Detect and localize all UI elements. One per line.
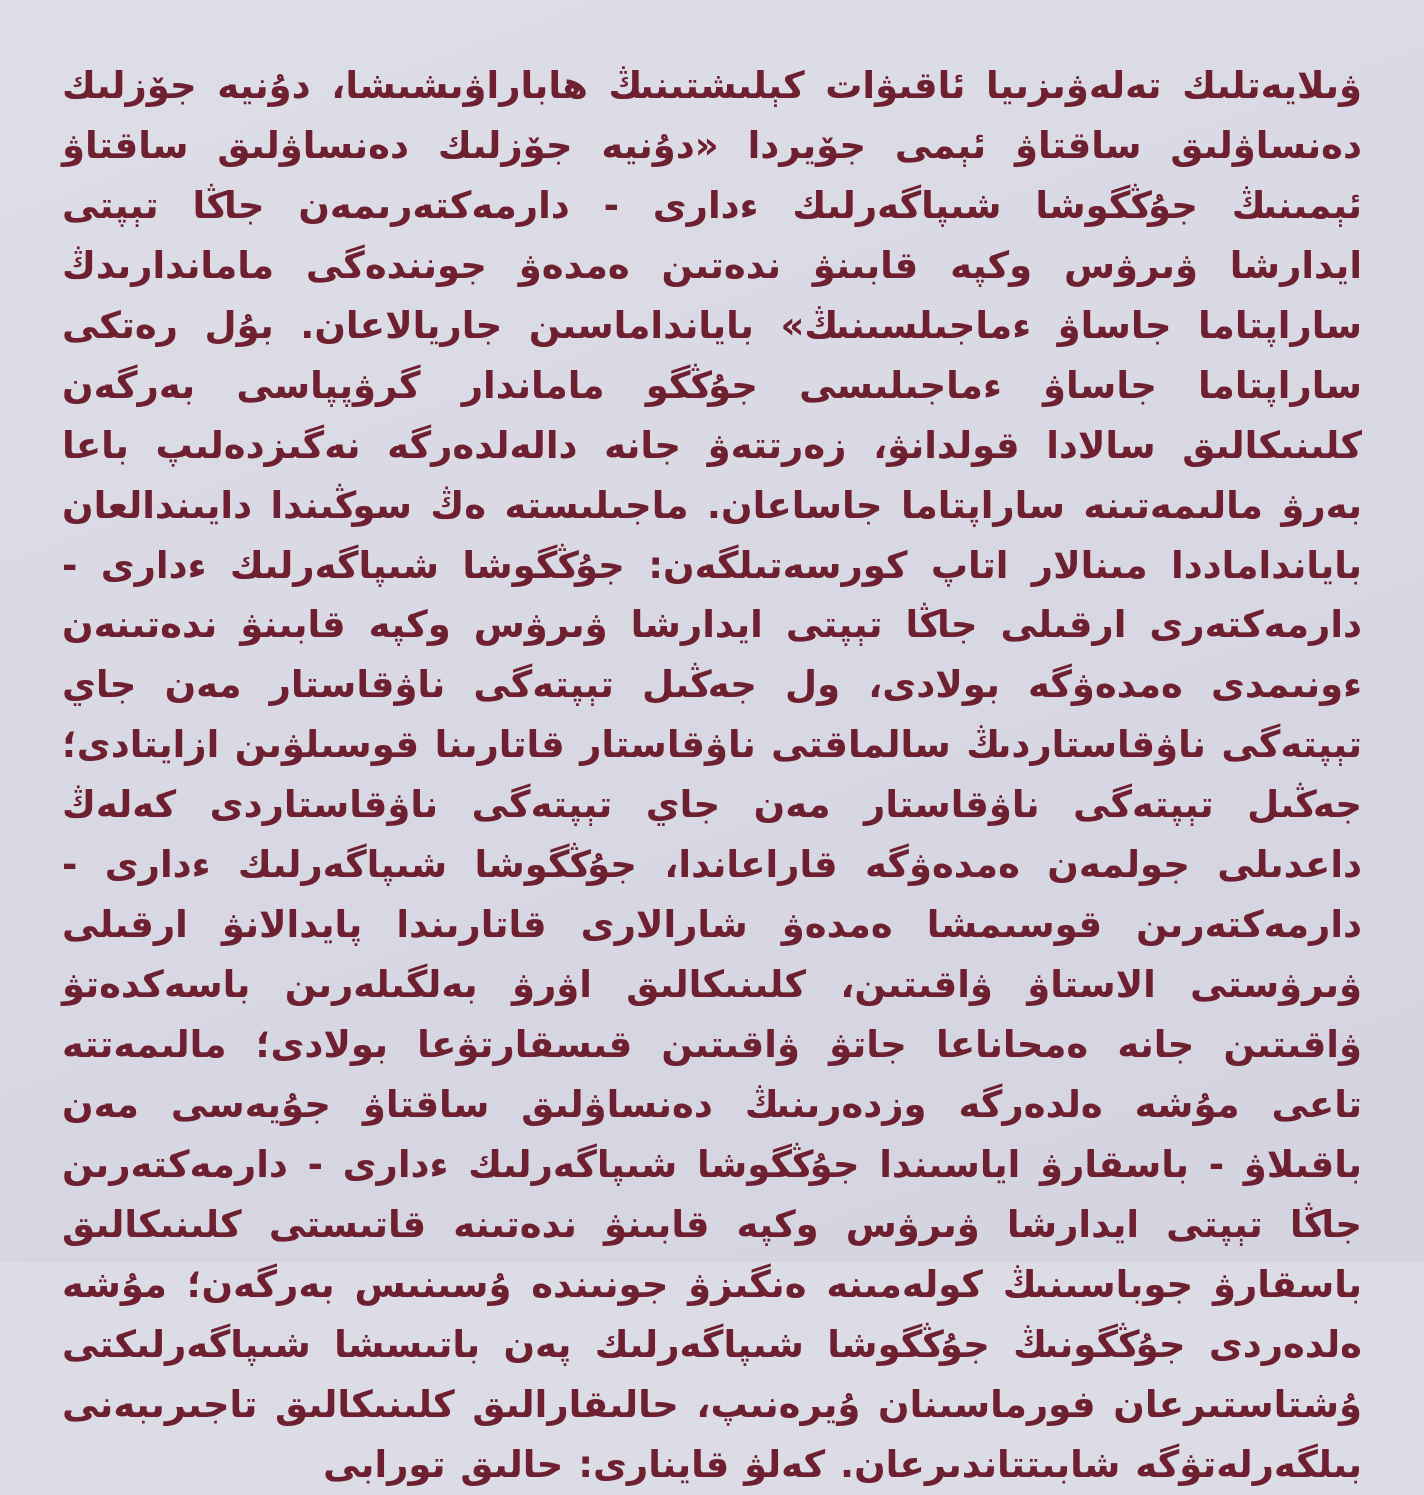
article-body: ۋىلايەتلىك تەلەۋىزىيا ئاقىۋات كېلىشتىنىڭ ھاباراۋىشىشا، دۇنيە جۆزلىك دەنساۋلىق ساقتاۋ ئېمى جۆيردا «دۇنيە جۆزلىك دەنساۋلىق ساقتاۋ ئېمىنىڭ جۇڭگوشا شىپاگەرلىك ءدارى - دارمەكتەرىمەن جاڭا تېپتى ايدارشا ۋىرۋس وكپە قابىنۋ ندەتىن ەمدەۋ جونندەگى ماماندارىدڭ ساراپتاما جاساۋ ءماجىلسىنىڭ» بايانداماسىن جاريالاعان. بۇل رەتكى ساراپتاما جاساۋ ءماجىلىسى جۇڭگو ماماندار گرۋپپاسى بەرگەن كلىنىكالىق سالادا قولدانۋ، زەرتتەۋ جانە دالەلدەرگە نەگىزدەلىپ باعا بەرۋ مالىمەتىنە ساراپتاما جاساعان. ماجىلىستە ەڭ سوڭىندا دايىندالعان بايانداماددا مىنالار اتاپ كورسەتىلگەن: جۇڭگوشا شىپاگەرلىك ءدارى - دارمەكتەرى ارقىلى جاڭا تېپتى ايدارشا ۋىرۋس وكپە قابىنۋ ندەتىنەن ءونىمدى ەمدەۋگە بولادى، ول جەڭىل تېپتەگى ناۋقاستار مەن جاي تېپتەگى ناۋقاستاردىڭ سالماقتى ناۋقاستار قاتارىنا قوسىلۋىن ازايتادى؛ جەڭىل تېپتەگى ناۋقاستار مەن جاي تېپتەگى ناۋقاستاردى كەلەڭ داعدىلى جولمەن ەمدەۋگە قاراعاندا، جۇڭگوشا شىپاگەرلىك ءدارى - دارمەكتەرىن قوسىمشا ەمدەۋ شارالارى قاتارىندا پايدالانۋ ارقىلى ۋىرۋستى الاستاۋ ۋاقىتىن، كلىنىكالىق اۋرۋ بەلگىلەرىن باسەكدەتۋ ۋاقىتىن جانە ەمحاناعا جاتۋ ۋاقىتىن قىسقارتۋعا بولادى؛ مالىمەتتە تاعى مۇشە ەلدەرگە وزدەرىنىڭ دەنساۋلىق ساقتاۋ جۇيەسى مەن باقىلاۋ - باسقارۋ اياسىندا جۇڭگوشا شىپاگەرلىك ءدارى - دارمەكتەرىن جاڭا تېپتى ايدارشا ۋىرۋس وكپە قابىنۋ ندەتىنە قاتىستى كلىنىكالىق باسقارۋ جوباسىنىڭ كولەمىنە ەنگىزۋ جونىندە ۇسىنىس بەرگەن؛ مۇشە ەلدەردى جۇڭگونىڭ جۇڭگوشا شىپاگەرلىك پەن باتىسشا شىپاگەرلىكتى ۇشتاستىرعان فورماسىنان ۇيرەنىپ، حالىقارالىق كلىنىكالىق تاجىرىبەنى بىلگەرلەتۋگە شابىتتاندىرعان. كەلۋ قاينارى: حالىق تورابى: [62, 64, 1362, 1486]
